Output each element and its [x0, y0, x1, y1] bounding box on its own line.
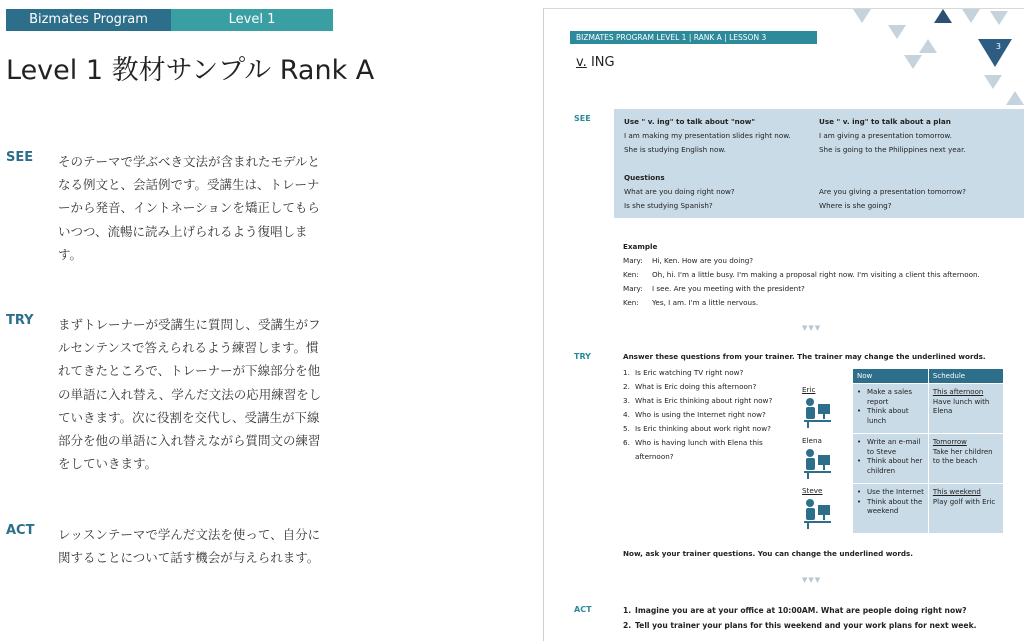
- person-steve: [802, 486, 832, 531]
- list-item: 3. What is Eric thinking about right now?: [623, 394, 793, 408]
- section-divider: ▼▼▼: [802, 576, 822, 584]
- list-item: 2. Tell you trainer your plans for this weekend and your work plans for next week.: [623, 618, 977, 633]
- dialogue-line: [623, 282, 980, 296]
- speaker: Mary:: [623, 256, 643, 265]
- section-tag-act: ACT: [6, 523, 35, 538]
- cell-schedule: [928, 384, 1003, 434]
- cell-now: [853, 434, 929, 484]
- see-questions-heading: Questions: [624, 173, 665, 182]
- line-text: Yes, I am. I'm a little nervous.: [652, 298, 759, 307]
- cell-schedule: [928, 484, 1003, 534]
- triangle-decoration-icon: [853, 9, 871, 23]
- level-tab: Level 1: [171, 9, 333, 31]
- line-text: Hi, Ken. How are you doing?: [652, 256, 754, 265]
- schedule-table: [852, 368, 1004, 534]
- lesson-title-rest: ING: [586, 55, 615, 70]
- now-item: • Think about the weekend: [857, 498, 924, 517]
- list-item: 5. Is Eric thinking about work right now?: [623, 422, 793, 436]
- program-tab: Bizmates Program: [6, 9, 171, 31]
- speaker: Mary:: [623, 284, 643, 293]
- lesson-header-bar: BIZMATES PROGRAM LEVEL 1 | RANK A | LESSON 3: [570, 31, 817, 44]
- now-item: • Think about lunch: [857, 407, 924, 426]
- textbook-page: [543, 8, 1024, 641]
- try-instruction: Answer these questions from your trainer. The trainer may change the underlined words.: [623, 352, 986, 361]
- section-text-act: レッスンテーマで学んだ文法を使って、自分に関することについて話す機会が与えられます。: [58, 527, 321, 566]
- task-text: Tell you trainer your plans for this weekend and your work plans for next week.: [635, 621, 977, 630]
- see-right-question-1: Are you giving a presentation tomorrow?: [819, 187, 966, 196]
- triangle-decoration-icon: [934, 9, 952, 23]
- person-elena: [802, 436, 832, 481]
- see-left-questions: [624, 171, 814, 213]
- lesson-title: [576, 55, 615, 70]
- person-at-computer-icon: [802, 396, 832, 428]
- speaker: Ken:: [623, 270, 639, 279]
- person-name: Elena: [802, 436, 822, 445]
- table-row: [853, 384, 1004, 434]
- speaker: Ken:: [623, 298, 639, 307]
- section-text-see: そのテーマで学ぶべき文法が含まれたモデルとなる例文と、会話例です。受講生は、トレーナーから発音、イントネーションを矯正してもらいつつ、流暢に読み上げられるよう復唱します。: [58, 154, 320, 262]
- see-right-questions: [819, 185, 1009, 213]
- person-at-computer-icon: [802, 497, 832, 529]
- column-header-schedule: Schedule: [928, 369, 1003, 384]
- column-header-now: Now: [853, 369, 929, 384]
- triangle-decoration-icon: [888, 25, 906, 39]
- page-title: Level 1 教材サンプル Rank A: [6, 55, 375, 86]
- question-text: Who is using the Internet right now?: [635, 410, 766, 419]
- now-item: • Use the Internet: [857, 488, 924, 498]
- see-left-heading: Use " v. ing" to talk about "now": [624, 117, 756, 126]
- list-item: 1. Imagine you are at your office at 10:00AM. What are people doing right now?: [623, 603, 977, 618]
- question-text: Who is having lunch with Elena this afternoon?: [635, 438, 763, 461]
- list-item: 2. What is Eric doing this afternoon?: [623, 380, 793, 394]
- see-right-sentence-2: She is going to the Philippines next year.: [819, 145, 966, 154]
- question-text: Is Eric thinking about work right now?: [635, 424, 771, 433]
- task-text: Imagine you are at your office at 10:00AM. What are people doing right now?: [635, 606, 967, 615]
- see-right-heading: Use " v. ing" to talk about a plan: [819, 117, 951, 126]
- page-number: 3: [995, 42, 1001, 51]
- page-tag-try: TRY: [574, 352, 591, 361]
- schedule-time: This weekend: [932, 488, 981, 496]
- see-left-sentence-1: I am making my presentation slides right now.: [624, 131, 791, 140]
- cell-now: [853, 384, 929, 434]
- triangle-decoration-icon: [962, 9, 980, 23]
- list-item: 1. Is Eric watching TV right now?: [623, 366, 793, 380]
- schedule-time: Tomorrow: [932, 438, 967, 446]
- section-text-try: まずトレーナーが受講生に質問し、受講生がフルセンテンスで答えられるよう練習します。慣れてきたところで、トレーナーが下線部分を他の単語に入れ替え、学んだ文法の応用練習をしていきます。次に役割を交代し、受講生が下線部分を他の単語に入れ替えながら質問文の練習をしていきます。: [58, 317, 322, 472]
- example-heading: Example: [623, 242, 658, 251]
- now-item: • Think about her children: [857, 457, 924, 476]
- triangle-decoration-icon: [1006, 91, 1024, 105]
- see-right-sentence-1: I am giving a presentation tomorrow.: [819, 131, 952, 140]
- question-text: What is Eric doing this afternoon?: [635, 382, 757, 391]
- now-item: • Make a sales report: [857, 388, 924, 407]
- see-left-question-2: Is she studying Spanish?: [624, 201, 713, 210]
- triangle-decoration-icon: [984, 75, 1002, 89]
- schedule-text: Play golf with Eric: [932, 497, 996, 506]
- see-left-question-1: What are you doing right now?: [624, 187, 735, 196]
- see-grammar-box: [614, 109, 1024, 218]
- schedule-text: Have lunch with Elena: [932, 397, 990, 415]
- section-tag-try: TRY: [6, 313, 34, 328]
- section-tag-see: SEE: [6, 150, 34, 165]
- triangle-decoration-icon: [919, 39, 937, 53]
- line-text: I see. Are you meeting with the president?: [652, 284, 805, 293]
- see-right-question-2: Where is she going?: [819, 201, 892, 210]
- dialogue-line: [623, 296, 980, 310]
- list-item: 6. Who is having lunch with Elena this afternoon?: [623, 436, 793, 464]
- lesson-title-v: v.: [576, 55, 587, 70]
- table-row: [853, 434, 1004, 484]
- see-left-column: [624, 115, 814, 157]
- now-item: • Write an e-mail to Steve: [857, 438, 924, 457]
- table-row: [853, 484, 1004, 534]
- question-text: What is Eric thinking about right now?: [635, 396, 773, 405]
- triangle-decoration-icon: [990, 11, 1008, 25]
- triangle-decoration-icon: [904, 55, 922, 69]
- try-followup-instruction: Now, ask your trainer questions. You can change the underlined words.: [623, 549, 914, 558]
- dialogue-line: [623, 268, 980, 282]
- person-eric: [802, 385, 832, 430]
- person-name: Eric: [802, 385, 816, 394]
- list-item: 4. Who is using the Internet right now?: [623, 408, 793, 422]
- page-tag-act: ACT: [574, 605, 592, 614]
- cell-schedule: [928, 434, 1003, 484]
- person-at-computer-icon: [802, 447, 832, 479]
- see-right-column: [819, 115, 1009, 157]
- question-text: Is Eric watching TV right now?: [635, 368, 744, 377]
- page-tag-see: SEE: [574, 114, 591, 123]
- person-name: Steve: [802, 486, 823, 495]
- header-tabs: [6, 9, 333, 31]
- see-left-sentence-2: She is studying English now.: [624, 145, 726, 154]
- cell-now: [853, 484, 929, 534]
- schedule-text: Take her children to the beach: [932, 447, 993, 465]
- act-task-list: [623, 603, 977, 633]
- dialogue-line: [623, 254, 980, 268]
- example-dialogue: [623, 240, 980, 310]
- section-divider: ▼▼▼: [802, 324, 822, 332]
- try-question-list: [623, 366, 793, 464]
- line-text: Oh, hi. I'm a little busy. I'm making a proposal right now. I'm visiting a client this afternoon.: [652, 270, 980, 279]
- schedule-time: This afternoon: [932, 388, 984, 396]
